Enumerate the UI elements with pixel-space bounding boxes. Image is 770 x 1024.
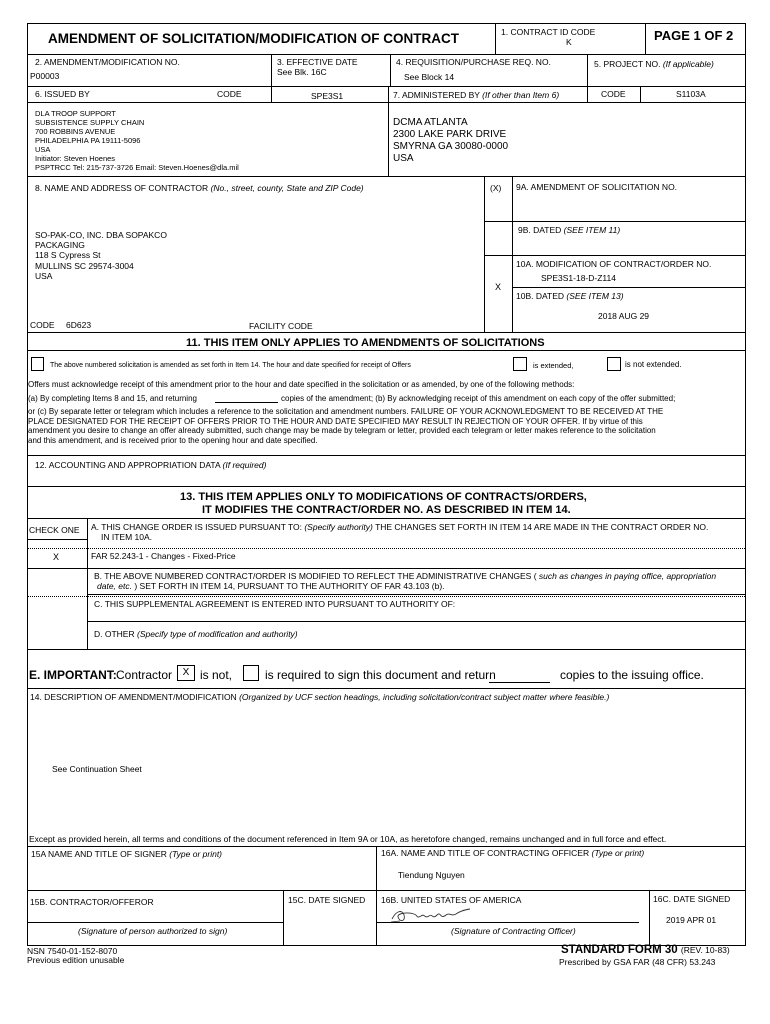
copies-to-issuing-office: copies to the issuing office. [560,668,704,682]
project-no-label [594,59,714,69]
section-11-paragraph-line: or (c) By separate letter or telegram which includes a reference to the solicitation and amendment numbers. FAILURE OF YOUR ACKNOWLEDGMENT TO BE RECEIVED AT THE [28,407,664,416]
contractor-line: SO-PAK-CO, INC. DBA SOPAKCO [35,230,167,240]
contractor-date-signed-label: 15C. DATE SIGNED [288,895,366,905]
item-d-text: D. OTHER [94,629,135,639]
modification-no-label: 10A. MODIFICATION OF CONTRACT/ORDER NO. [516,259,712,269]
solicitation-dated-label [518,225,620,235]
check-one-label: CHECK ONE [29,525,80,535]
officer-name-label-text: 16A. NAME AND TITLE OF CONTRACTING OFFICER [381,848,590,858]
important-label: E. IMPORTANT: [29,668,117,682]
prescribed-by: Prescribed by GSA FAR (48 CFR) 53.243 [559,957,716,967]
accounting-data-label-text: 12. ACCOUNTING AND APPROPRIATION DATA [35,460,221,470]
united-states-label: 16B. UNITED STATES OF AMERICA [381,895,522,905]
issuer-line: SUBSISTENCE SUPPLY CHAIN [35,118,145,127]
item-a-line-2: IN ITEM 10A. [101,532,153,542]
item-d-line [94,629,298,639]
facility-code-label: FACILITY CODE [249,321,313,331]
form-title: AMENDMENT OF SOLICITATION/MODIFICATION OF CONTRACT [48,31,459,46]
is-extended-label: is extended, [533,361,574,370]
admin-line: DCMA ATLANTA [393,117,468,128]
contractor-line: PACKAGING [35,240,85,250]
is-extended-checkbox[interactable] [513,357,527,371]
modification-dated-label-text: 10B. DATED [516,291,565,301]
contract-id-code-value: K [566,37,572,47]
administered-by-label [393,90,559,100]
description-body: See Continuation Sheet [52,764,142,774]
section-11-line-3b: copies of the amendment; (b) By acknowledging receipt of this amendment on each copy of the offer submitted; [281,394,676,403]
officer-signature-line[interactable] [376,922,639,923]
item-b-note-2: date, etc. [97,581,132,591]
amendment-no-label: 2. AMENDMENT/MODIFICATION NO. [35,57,180,67]
section-11-line-2: Offers must acknowledge receipt of this amendment prior to the hour and date specified in the solicitation or as amended, by one of the following methods: [28,380,575,389]
issuer-line: Initiator: Steven Hoenes [35,154,116,163]
contractor-line: MULLINS SC 29574-3004 [35,261,134,271]
administered-by-label-note: (If other than Item 6) [482,90,560,100]
signer-name-label [31,849,222,859]
is-required-checkbox[interactable] [243,665,259,681]
amendment-no-value: P00003 [30,71,60,81]
project-no-label-note: (If applicable) [662,59,714,69]
officer-signature-caption: (Signature of Contracting Officer) [451,926,576,936]
section-13-title-line-2: IT MODIFIES THE CONTRACT/ORDER NO. AS DESCRIBED IN ITEM 14. [202,504,571,516]
modification-dated-label [516,291,624,301]
item-a-text-post: THE CHANGES SET FORTH IN ITEM 14 ARE MADE IN THE CONTRACT ORDER NO. [375,522,709,532]
issued-by-code-value: SPE3S1 [311,91,344,101]
effective-date-value: See Blk. 16C [277,67,327,77]
contractor-label-note: (No., street, county, State and ZIP Code) [210,183,364,193]
copies-return-blank[interactable] [489,682,550,683]
previous-edition-note: Previous edition unusable [27,955,125,965]
officer-date-signed-label: 16C. DATE SIGNED [653,894,731,904]
signer-name-label-text: 15A NAME AND TITLE OF SIGNER [31,849,167,859]
x-column-header: (X) [490,183,502,193]
officer-name-label-note: (Type or print) [591,848,645,858]
issued-by-code-label: CODE [217,89,242,99]
contract-id-code-label: 1. CONTRACT ID CODE [501,27,596,37]
issuer-line: PHILADELPHIA PA 19111-5096 [35,136,141,145]
item-a-line-1 [91,522,708,532]
far-authority: FAR 52.243-1 - Changes - Fixed-Price [91,551,236,561]
is-not-checkbox-mark: X [182,667,190,678]
description-label-text: 14. DESCRIPTION OF AMENDMENT/MODIFICATION [30,692,237,702]
copies-blank[interactable] [215,402,278,403]
section-11-paragraph-line: amendment you desire to change an offer already submitted, such change may be made by telegram or letter, provided each telegram or letter makes reference to the solicitation [28,426,656,436]
section-11-paragraph-line: PLACE DESIGNATED FOR THE RECEIPT OF OFFERS PRIOR TO THE HOUR AND DATE SPECIFIED MAY RESULT IN REJECTION OF YOUR OFFER. If by virtue of this [28,416,643,426]
nsn-number: NSN 7540-01-152-8070 [27,946,118,956]
accounting-data-label-note: (If required) [222,460,267,470]
contractor-code-label: CODE [30,320,55,330]
officer-date-signed-value: 2019 APR 01 [666,915,717,925]
is-not-extended-label: is not extended. [625,360,682,369]
contractor-line: 118 S Cypress St [35,250,101,260]
item-a-authority-note: (Specify authority) [304,522,373,532]
standard-form-name: STANDARD FORM 30 [561,944,678,956]
issuer-line: 700 ROBBINS AVENUE [35,127,116,136]
contractor-label-text: 8. NAME AND ADDRESS OF CONTRACTOR [35,183,209,193]
accounting-data-label [35,460,266,470]
is-not-label: is not, [200,668,233,682]
administered-by-code-value: S1103A [676,89,706,99]
modification-no-value: SPE3S1-18-D-Z114 [541,273,616,283]
is-not-checkbox[interactable] [177,665,195,681]
item-c-line: C. THIS SUPPLEMENTAL AGREEMENT IS ENTERED INTO PURSUANT TO AUTHORITY OF: [94,599,456,609]
issuer-line: USA [35,145,51,154]
contractor-code-value: 6D623 [66,320,92,330]
item-d-note: (Specify type of modification and authority) [137,629,298,639]
contractor-signature-line[interactable] [27,922,283,923]
issuer-line: PSPTRCC Tel: 215-737-3726 Email: Steven.Hoenes@dla.mil [35,163,239,172]
contractor-offeror-label: 15B. CONTRACTOR/OFFEROR [30,897,154,907]
contractor-line: USA [35,271,53,281]
project-no-label-text: 5. PROJECT NO. [594,59,661,69]
signer-name-label-note: (Type or print) [169,849,223,859]
modification-x-mark: X [495,282,502,292]
issuer-line: DLA TROOP SUPPORT [35,109,116,118]
item-b-text-2: ) SET FORTH IN ITEM 14, PURSUANT TO THE AUTHORITY OF FAR 43.103 (b). [134,581,445,591]
page-number: PAGE 1 OF 2 [654,28,734,43]
standard-form-revision: (REV. 10-83) [680,945,730,955]
admin-line: 2300 LAKE PARK DRIVE [393,129,507,140]
admin-line: USA [393,153,414,164]
issued-by-label: 6. ISSUED BY [35,89,90,99]
item-b-line-1 [94,571,716,581]
solicitation-amended-checkbox[interactable] [31,357,44,371]
solicitation-dated-label-note: (SEE ITEM 11) [563,225,621,235]
is-required-label: is required to sign this document and return [265,668,496,682]
section-11-paragraph-line: and this amendment, and is received prior to the opening hour and date specified. [28,435,318,445]
effective-date-label: 3. EFFECTIVE DATE [277,57,358,67]
contractor-signature-caption: (Signature of person authorized to sign) [78,926,228,936]
requisition-value: See Block 14 [404,72,455,82]
item-b-text: B. THE ABOVE NUMBERED CONTRACT/ORDER IS MODIFIED TO REFLECT THE ADMINISTRATIVE CHANGES ( [94,571,537,581]
solicitation-dated-label-text: 9B. DATED [518,225,562,235]
item-b-note: such as changes in paying office, appropriation [538,571,717,581]
is-not-extended-checkbox[interactable] [607,357,621,371]
terms-unchanged-note: Except as provided herein, all terms and conditions of the document referenced in Item 9A or 10A, as heretofore changed, remains unchanged and in full force and effect. [29,834,667,844]
solicitation-no-label: 9A. AMENDMENT OF SOLICITATION NO. [516,182,678,192]
item-b-line-2 [97,581,445,591]
section-11-line-3a: (a) By completing Items 8 and 15, and returning [28,394,197,403]
modification-dated-value: 2018 AUG 29 [598,311,650,321]
section-11-title: 11. THIS ITEM ONLY APPLIES TO AMENDMENTS OF SOLICITATIONS [186,337,545,349]
officer-name-label [381,848,644,858]
check-x-mark: X [53,552,60,562]
admin-line: SMYRNA GA 30080-0000 [393,141,509,152]
item-a-text: A. THIS CHANGE ORDER IS ISSUED PURSUANT TO: [91,522,302,532]
requisition-label: 4. REQUISITION/PURCHASE REQ. NO. [396,57,551,67]
important-contractor: Contractor [116,668,173,682]
contractor-label [35,183,364,193]
standard-form-id [561,944,730,957]
description-label [30,692,609,702]
section-13-title-line-1: 13. THIS ITEM APPLIES ONLY TO MODIFICATIONS OF CONTRACTS/ORDERS, [180,491,587,503]
administered-by-label-text: 7. ADMINISTERED BY [393,90,480,100]
administered-by-code-label: CODE [601,89,626,99]
officer-name-value: Tiendung Nguyen [398,870,465,880]
modification-dated-label-note: (SEE ITEM 13) [566,291,624,301]
description-label-note: (Organized by UCF section headings, including solicitation/contract subject matter where feasible.) [239,692,610,702]
section-11-line-1: The above numbered solicitation is amended as set forth in Item 14. The hour and date specified for receipt of Offers [50,362,411,369]
